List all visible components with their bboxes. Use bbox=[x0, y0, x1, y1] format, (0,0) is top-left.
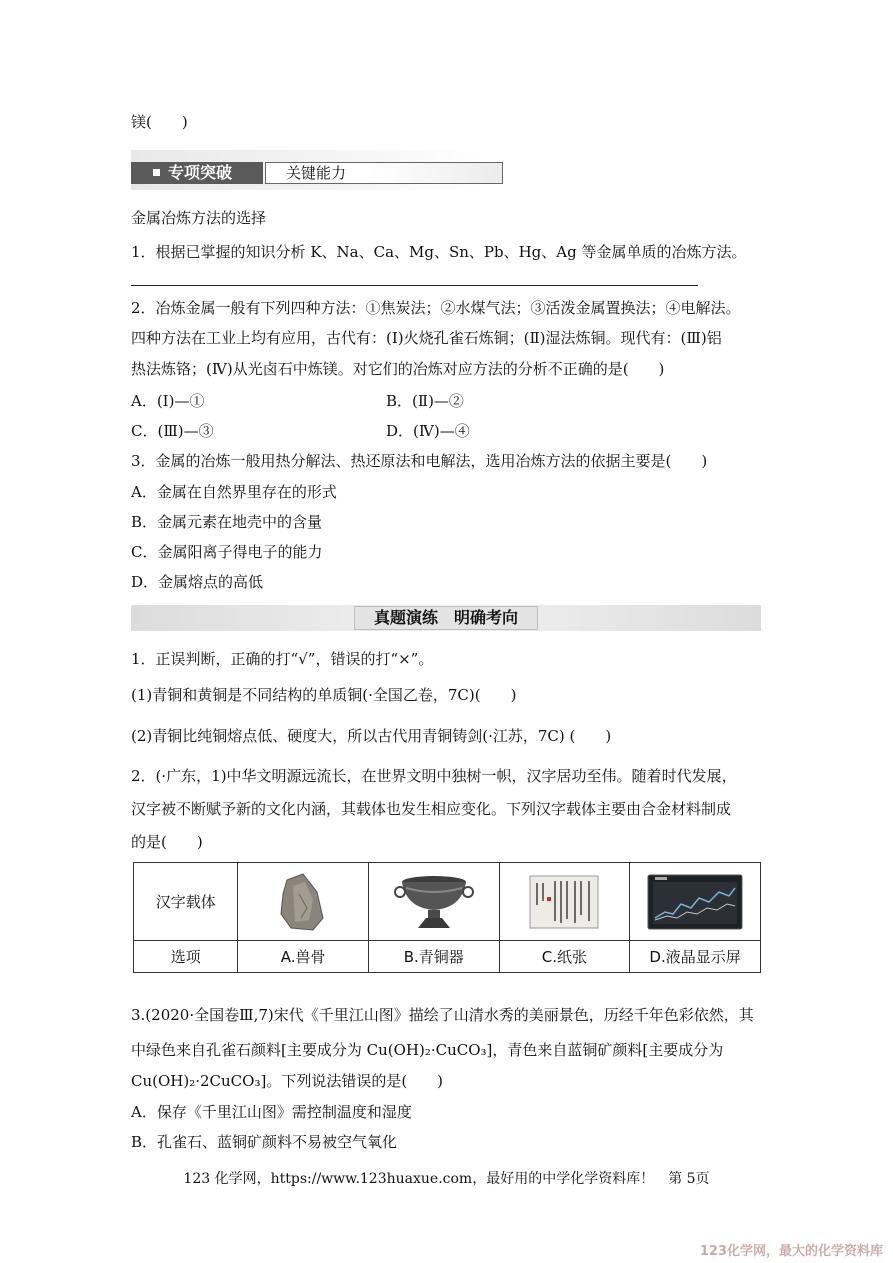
row-label: 汉字载体 bbox=[134, 863, 238, 941]
topic-title: 金属冶炼方法的选择 bbox=[131, 209, 267, 227]
question-2-line-2: 四种方法在工业上均有应用，古代有：(Ⅰ)火烧孔雀石炼铜；(Ⅱ)湿法炼铜。现代有：(Ⅲ)铝 bbox=[131, 329, 722, 347]
real-question-1-item-2: (2)青铜比纯铜熔点低、硬度大，所以古代用青铜铸剑(·江苏，7C) ( ) bbox=[131, 727, 612, 745]
q2-option-c: C．(Ⅲ)—③ bbox=[131, 422, 214, 440]
q3r-option-a: A．保存《千里江山图》需控制温度和湿度 bbox=[131, 1103, 412, 1121]
section-subtitle: 关键能力 bbox=[265, 162, 503, 184]
question-2-line-3: 热法炼铬；(Ⅳ)从光卤石中炼镁。对它们的冶炼对应方法的分析不正确的是( ) bbox=[131, 360, 665, 378]
question-1: 1．根据已掌握的知识分析 K、Na、Ca、Mg、Sn、Pb、Hg、Ag 等金属单质的冶炼方法。 bbox=[131, 243, 747, 261]
question-3-stem: 3．金属的冶炼一般用热分解法、热还原法和电解法，选用冶炼方法的依据主要是( ) bbox=[131, 452, 708, 470]
row-label: 选项 bbox=[134, 941, 238, 973]
table-row bbox=[134, 941, 761, 973]
section-title: 真题演练 明确考向 bbox=[354, 606, 538, 630]
real-question-3-line-1: 3.(2020·全国卷Ⅲ,7)宋代《千里江山图》描绘了山清水秀的美丽景色，历经千年色彩依然，其 bbox=[131, 1006, 754, 1024]
carrier-table bbox=[133, 862, 761, 973]
page-footer: 123 化学网，https://www.123huaxue.com，最好用的中学化学资料库！ 第 5页 bbox=[183, 1171, 710, 1187]
option-cell: B.青铜器 bbox=[368, 941, 499, 973]
paper-calligraphy-image bbox=[499, 863, 630, 941]
q3-option-b: B．金属元素在地壳中的含量 bbox=[131, 513, 323, 531]
answer-line bbox=[131, 285, 698, 286]
option-cell: C.纸张 bbox=[499, 941, 630, 973]
q3r-option-b: B．孔雀石、蓝铜矿颜料不易被空气氧化 bbox=[131, 1133, 398, 1151]
q3-option-a: A．金属在自然界里存在的形式 bbox=[131, 483, 337, 501]
option-cell: A.兽骨 bbox=[238, 941, 369, 973]
real-question-2-line-1: 2．(·广东，1)中华文明源远流长，在世界文明中独树一帜，汉字居功至伟。随着时代发展， bbox=[131, 767, 737, 785]
square-bullet-icon bbox=[153, 169, 160, 176]
q3-option-d: D．金属熔点的高低 bbox=[131, 573, 264, 591]
real-question-1-item-1: (1)青铜和黄铜是不同结构的单质铜(·全国乙卷，7C)( ) bbox=[131, 686, 517, 704]
q2-option-d: D．(Ⅳ)—④ bbox=[386, 422, 470, 440]
real-question-2-line-3: 的是( ) bbox=[131, 833, 203, 851]
real-question-1-stem: 1．正误判断，正确的打“√”，错误的打“×”。 bbox=[131, 650, 434, 668]
real-question-3-line-2: 中绿色来自孔雀石颜料[主要成分为 Cu(OH)₂·CuCO₃]，青色来自蓝铜矿颜料[主要成分为 bbox=[131, 1041, 724, 1059]
bronze-vessel-image bbox=[368, 863, 499, 941]
option-cell: D.液晶显示屏 bbox=[630, 941, 761, 973]
watermark: 123化学网，最大的化学资料库 bbox=[699, 1244, 883, 1259]
real-question-2-line-2: 汉字被不断赋予新的文化内涵，其载体也发生相应变化。下列汉字载体主要由合金材料制成 bbox=[131, 800, 732, 818]
q2-option-b: B．(Ⅱ)—② bbox=[386, 392, 464, 410]
table-row bbox=[134, 863, 761, 941]
lcd-screen-image bbox=[630, 863, 761, 941]
section-banner-special bbox=[131, 150, 483, 190]
real-question-3-line-3: Cu(OH)₂·2CuCO₃]。下列说法错误的是( ) bbox=[131, 1072, 444, 1090]
continued-answer-line: 镁( ) bbox=[131, 113, 188, 131]
q2-option-a: A．(Ⅰ)—① bbox=[131, 392, 205, 410]
section-banner-exam bbox=[131, 605, 761, 631]
section-tag: 专项突破 bbox=[131, 162, 263, 184]
bone-image bbox=[238, 863, 369, 941]
q3-option-c: C．金属阳离子得电子的能力 bbox=[131, 543, 323, 561]
question-2-line-1: 2．冶炼金属一般有下列四种方法：①焦炭法；②水煤气法；③活泼金属置换法；④电解法。 bbox=[131, 299, 741, 317]
